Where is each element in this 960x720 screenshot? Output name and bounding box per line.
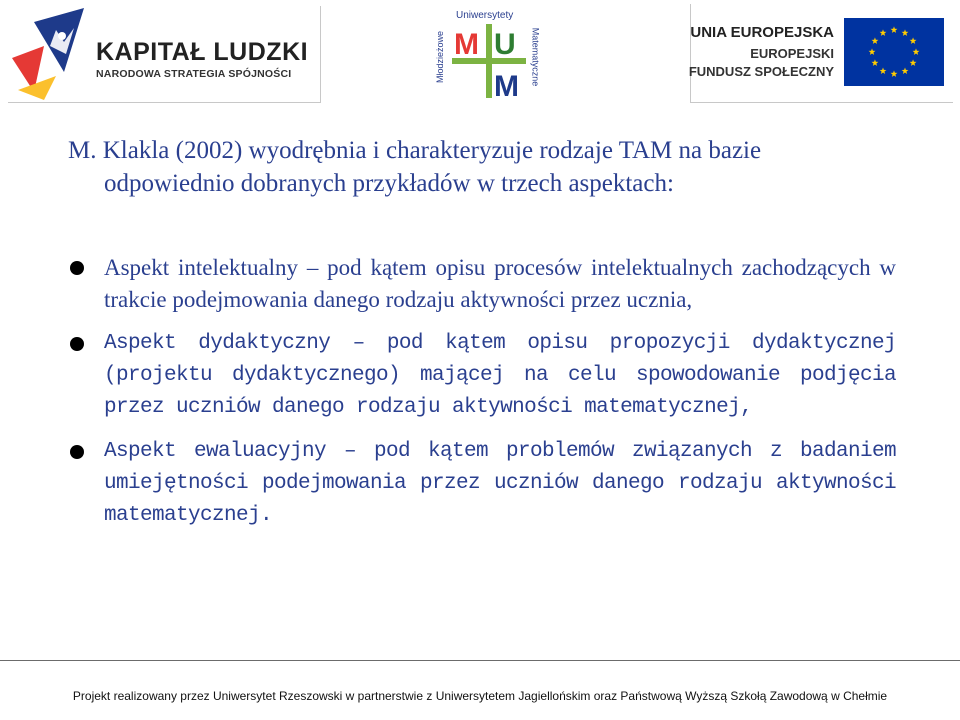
list-item [68,252,896,316]
aspects-list [68,252,896,544]
svg-text:M: M [454,28,479,61]
mum-left-text: Młodzieżowe [435,30,446,84]
mum-right-text: Matematyczne [530,27,541,87]
eu-flag-icon [844,18,944,86]
eu-logo [690,4,952,102]
intro-line-2: odpowiednio dobranych przykładów w trzech aspektach: [104,170,674,197]
list-item-text: Aspekt ewaluacyjny – pod kątem problemów związanych z badaniem umiejętności podejmowania przez uczniów danego rodzaju aktywności matematycznej. [104,440,896,527]
bullet-dot-icon [70,337,84,351]
bullet-dot-icon [70,445,84,459]
list-item [68,328,896,424]
slide-content [0,110,960,660]
mum-logo [436,6,546,100]
mum-top-text: Uniwersytety [456,10,514,21]
list-item-text: Aspekt intelektualny – pod kątem opisu procesów intelektualnych zachodzących w trakcie podejmowania danego rodzaju aktywności przez ucznia, [104,255,896,312]
intro-line-1: M. Klakla (2002) wyodrębnia i charakteryzuje rodzaje TAM na bazie [68,137,762,164]
footer [0,660,960,720]
footer-text: Projekt realizowany przez Uniwersytet Rzeszowski w partnerstwie z Uniwersytetem Jagiellońskim oraz Państwową Wyższą Szkołą Zawodową w Chełmie [72,689,888,703]
kapital-ludzki-subtitle: NARODOWA STRATEGIA SPÓJNOŚCI [96,68,292,80]
eu-line2: EUROPEJSKI [750,46,834,61]
eu-line1: UNIA EUROPEJSKA [690,24,834,41]
kapital-ludzki-title: KAPITAŁ LUDZKI [96,38,309,66]
svg-text:M: M [494,70,519,100]
eu-line3: FUNDUSZ SPOŁECZNY [688,64,834,79]
list-item-text: Aspekt dydaktyczny – pod kątem opisu propozycji dydaktycznej (projektu dydaktycznego) mającej na celu spowodowanie podjęcia przez uczniów danego rodzaju aktywności matematycznej, [104,332,896,419]
mum-grid-icon [450,22,528,100]
intro-paragraph [68,134,898,200]
kapital-ludzki-logo [0,0,320,104]
header [0,0,960,104]
svg-text:U: U [494,28,516,61]
kapital-ludzki-emblem-icon [4,2,94,102]
list-item [68,436,896,532]
bullet-dot-icon [70,261,84,275]
